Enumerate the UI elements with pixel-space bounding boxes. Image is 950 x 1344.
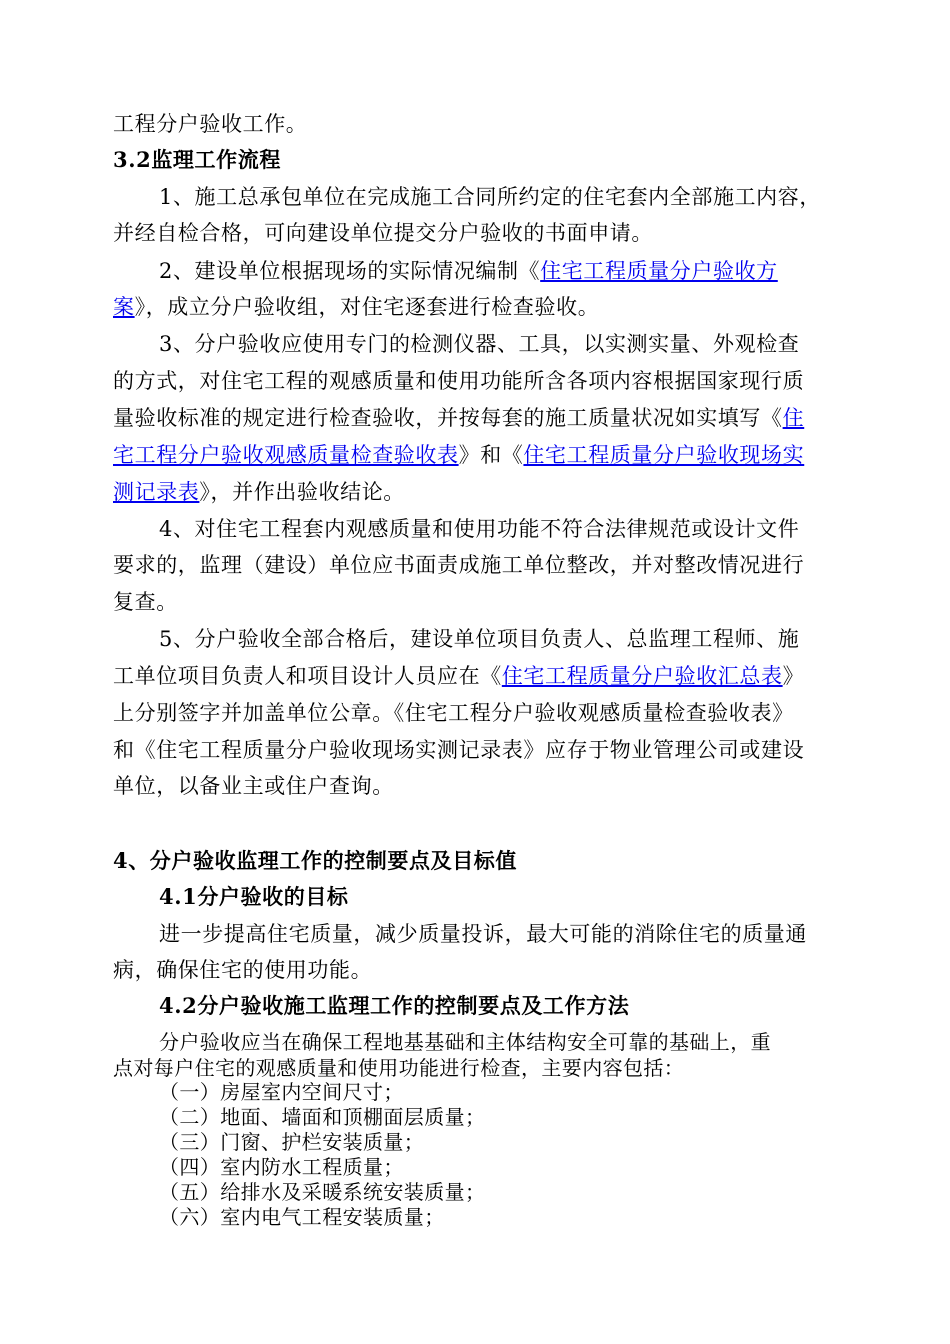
text: 量验收标准的规定进行检查验收，并按每套的施工质量状况如实填写《 (113, 406, 783, 430)
paragraph-line (159, 330, 799, 358)
paragraph-line (113, 478, 405, 506)
paragraph-line (159, 257, 778, 285)
text: 单位，以备业主或住户查询。 (113, 774, 394, 798)
list-item-text: （二）地面、墙面和顶棚面层质量； (159, 1105, 486, 1129)
subsection-heading-4-1 (159, 883, 349, 911)
paragraph-line (113, 699, 794, 727)
list-item (159, 1105, 485, 1130)
section-heading-3-2 (113, 146, 281, 174)
link-inspection-form[interactable]: 住 (782, 406, 805, 430)
text: 工单位项目负责人和项目设计人员应在《 (113, 664, 502, 688)
link-inspection-form-cont[interactable]: 宅工程分户验收观感质量检查验收表 (113, 443, 459, 467)
text: 分户验收应当在确保工程地基基础和主体结构安全可靠的基础上，重 (159, 1030, 771, 1054)
text: 病，确保住宅的使用功能。 (113, 958, 373, 982)
subsection-heading-4-2 (159, 992, 629, 1020)
text: 要求的，监理（建设）单位应书面责成施工单位整改，并对整改情况进行 (113, 553, 805, 577)
text: 点对每户住宅的观感质量和使用功能进行检查，主要内容包括： (113, 1056, 685, 1080)
list-item (159, 1130, 424, 1155)
paragraph-line (113, 956, 372, 984)
text: 工程分户验收工作。 (113, 112, 308, 136)
link-measurement-record[interactable]: 住宅工程质量分户验收现场实 (523, 443, 805, 467)
text: 》和《 (458, 443, 524, 467)
paragraph-line (113, 110, 307, 138)
paragraph-line (159, 515, 799, 543)
paragraph-line (113, 736, 804, 764)
paragraph-line (113, 551, 804, 579)
text: 2、建设单位根据现场的实际情况编制《 (159, 259, 541, 283)
text: 》，成立分户验收组，对住宅逐套进行检查验收。 (134, 295, 600, 319)
text: 的方式，对住宅工程的观感质量和使用功能所含各项内容根据国家现行质 (113, 369, 805, 393)
text: 5、分户验收全部合格后，建设单位项目负责人、总监理工程师、施 (159, 627, 800, 651)
list-item-text: （一）房屋室内空间尺寸； (159, 1080, 404, 1104)
list-item-text: （三）门窗、护栏安装质量； (159, 1130, 425, 1154)
paragraph-line (113, 367, 804, 395)
list-item-text: （五）给排水及采暖系统安装质量； (159, 1180, 486, 1204)
list-item (159, 1180, 485, 1205)
paragraph-line (113, 1056, 684, 1081)
list-item (159, 1155, 404, 1180)
section-heading-4 (113, 847, 517, 875)
paragraph-line (159, 1030, 771, 1055)
paragraph-line (113, 219, 653, 247)
link-acceptance-plan[interactable]: 住宅工程质量分户验收方 (540, 259, 778, 283)
text: 和《住宅工程质量分户验收现场实测记录表》应存于物业管理公司或建设 (113, 738, 805, 762)
link-measurement-record-cont[interactable]: 测记录表 (113, 480, 200, 504)
text: 复查。 (113, 590, 178, 614)
text: 并经自检合格，可向建设单位提交分户验收的书面申请。 (113, 221, 653, 245)
heading-text: 4、分户验收监理工作的控制要点及目标值 (113, 848, 518, 873)
paragraph-line (113, 662, 804, 690)
text: 进一步提高住宅质量，减少质量投诉，最大可能的消除住宅的质量通 (159, 922, 807, 946)
paragraph-line (113, 404, 804, 432)
text: 3、分户验收应使用专门的检测仪器、工具，以实测实量、外观检查 (159, 332, 800, 356)
paragraph-line (113, 588, 178, 616)
list-item (159, 1205, 445, 1230)
heading-text: 4.2分户验收施工监理工作的控制要点及工作方法 (159, 993, 630, 1018)
text: 》 (782, 664, 805, 688)
list-item-text: （六）室内电气工程安装质量； (159, 1205, 445, 1229)
heading-text: 3.2监理工作流程 (113, 147, 281, 172)
link-acceptance-plan-cont[interactable]: 案 (113, 295, 135, 319)
paragraph-line (159, 625, 799, 653)
paragraph-line (113, 441, 804, 469)
paragraph-line (113, 772, 394, 800)
paragraph-line (113, 293, 599, 321)
list-item-text: （四）室内防水工程质量； (159, 1155, 404, 1179)
link-summary-table[interactable]: 住宅工程质量分户验收汇总表 (501, 664, 783, 688)
heading-text: 4.1分户验收的目标 (159, 884, 349, 909)
paragraph-line (159, 920, 807, 948)
text: 》，并作出验收结论。 (199, 480, 405, 504)
text: 上分别签字并加盖单位公章。《住宅工程分户验收观感质量检查验收表》 (113, 701, 794, 725)
list-item (159, 1080, 404, 1105)
paragraph-line (159, 183, 821, 211)
text: 1、施工总承包单位在完成施工合同所约定的住宅套内全部施工内容， (159, 185, 821, 209)
text: 4、对住宅工程套内观感质量和使用功能不符合法律规范或设计文件 (159, 517, 800, 541)
